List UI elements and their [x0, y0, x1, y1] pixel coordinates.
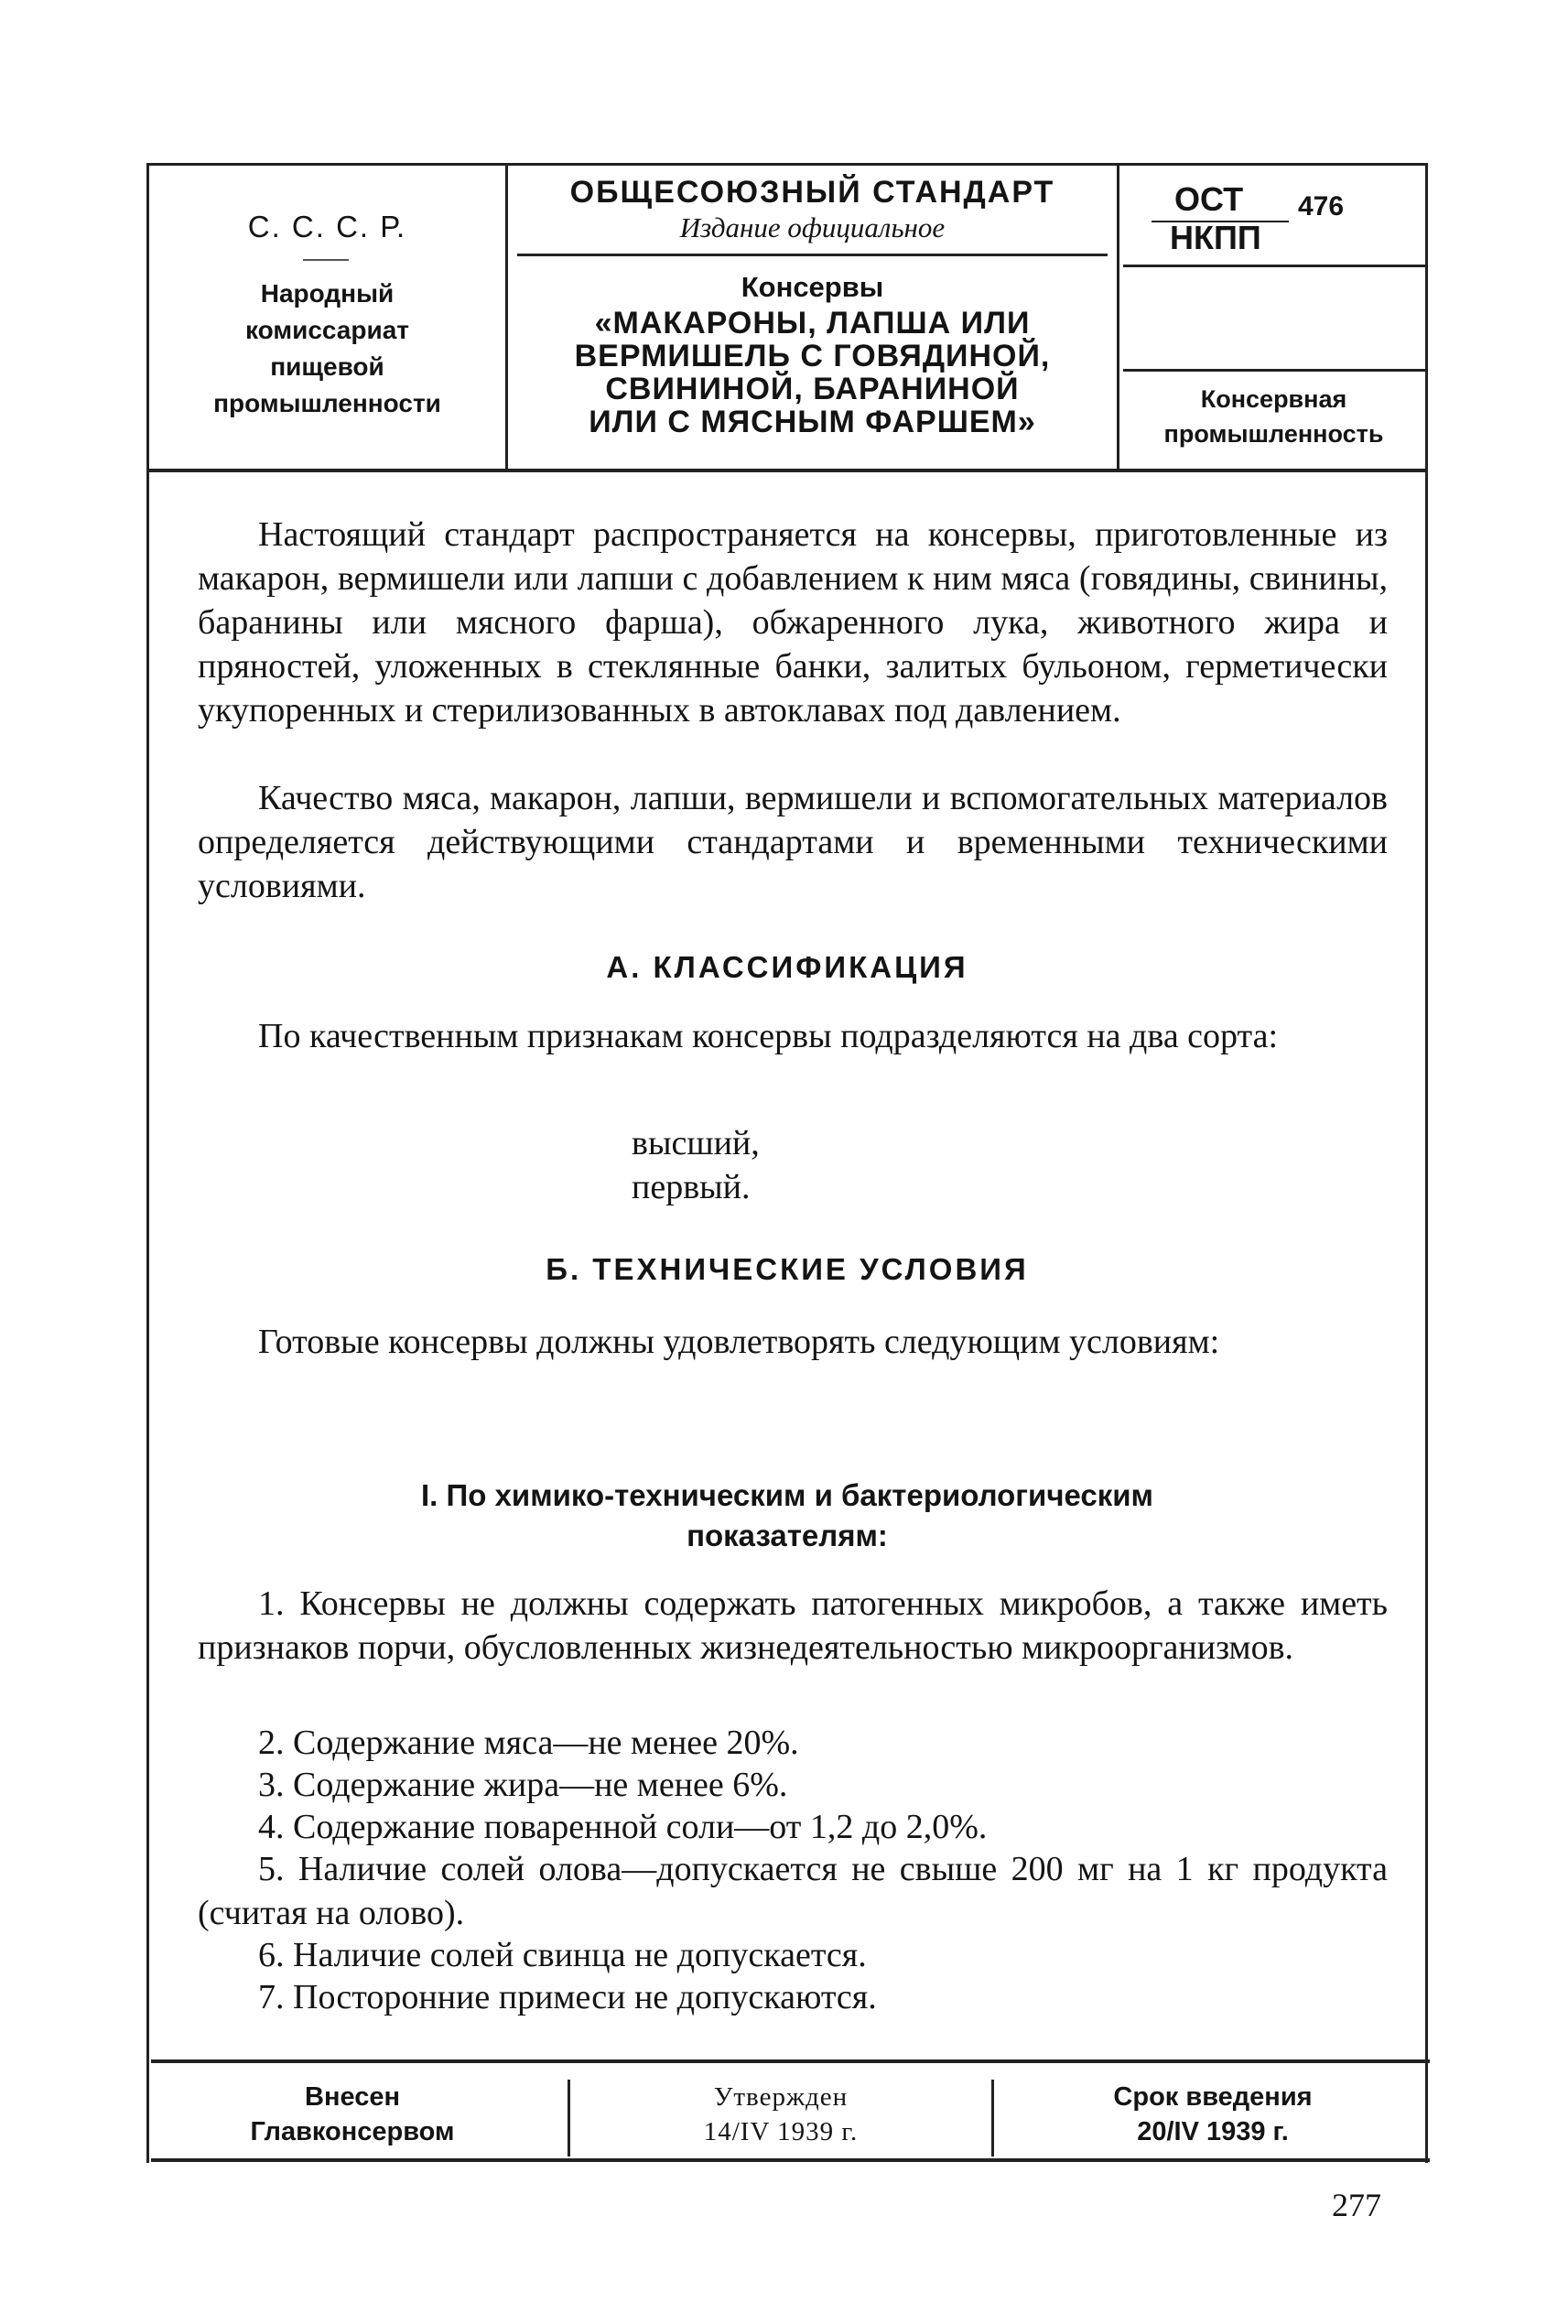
approval-footer: [151, 2059, 1430, 2162]
introduced-cell: [151, 2080, 554, 2156]
ost-numerator: ОСТ: [1174, 180, 1244, 218]
divider: [1123, 265, 1428, 267]
grade-item: первый.: [632, 1168, 751, 1206]
ost-denominator: НКПП: [1170, 219, 1261, 256]
section-a-text: По качественным признакам консервы подразделяются на два сорта:: [258, 1017, 1279, 1055]
page-number: 277: [1332, 2187, 1381, 2223]
title-column: [508, 166, 1119, 472]
ministry-name: [149, 276, 505, 422]
product-name-line: СВИНИНОЙ, БАРАНИНОЙ: [605, 372, 1020, 406]
standard-header: [149, 166, 1425, 472]
requirement-item: 6. Наличие солей свинца не допускается.: [258, 1936, 867, 1974]
introduced-by: Главконсервом: [250, 2117, 455, 2146]
ost-number: 476: [1298, 191, 1345, 222]
product-name-line: ИЛИ С МЯСНЫМ ФАРШЕМ»: [589, 405, 1036, 439]
ministry-line: комиссариат: [245, 316, 409, 344]
introduced-label: Внесен: [305, 2082, 400, 2112]
divider: [517, 254, 1108, 256]
industry-name: [1119, 382, 1428, 451]
issuer-column: [149, 166, 508, 472]
approved-label: Утвержден: [713, 2082, 849, 2112]
ministry-line: Народный: [260, 279, 395, 308]
product-label: Консервы: [741, 271, 884, 303]
product-name-line: «МАКАРОНЫ, ЛАПША ИЛИ: [594, 306, 1031, 340]
industry-line: промышленность: [1163, 420, 1384, 448]
subsection-title: [146, 1475, 1428, 1556]
country-label: С. С. С. Р.: [247, 210, 407, 243]
approved-date: 14/IV 1939 г.: [703, 2117, 859, 2146]
section-b-title: Б. ТЕХНИЧЕСКИЕ УСЛОВИЯ: [546, 1252, 1029, 1286]
requirement-item: 4. Содержание поваренной соли—от 1,2 до 2,0%.: [258, 1808, 988, 1846]
divider: [1123, 369, 1428, 372]
requirement-item: 1. Консервы не должны содержать патогенных микробов, а также иметь признаков порчи, обусловленных жизнедеятельностью микроорганизмов.: [198, 1584, 1388, 1667]
effective-cell: [1002, 2080, 1423, 2156]
ministry-line: пищевой: [270, 352, 384, 381]
approved-cell: [568, 2080, 994, 2156]
requirement-item: 2. Содержание мяса—не менее 20%.: [258, 1724, 799, 1762]
section-b-text: Готовые консервы должны удовлетворять следующим условиям:: [258, 1323, 1220, 1361]
effective-label: Срок введения: [1113, 2082, 1313, 2112]
product-name-line: ВЕРМИШЕЛЬ С ГОВЯДИНОЙ,: [574, 339, 1051, 373]
edition-label: Издание официальное: [679, 211, 946, 243]
section-a-title: А. КЛАССИФИКАЦИЯ: [606, 950, 968, 984]
ministry-line: промышленности: [213, 389, 441, 417]
product-name: [508, 307, 1117, 438]
intro-paragraph-1: Настоящий стандарт распространяется на консервы, приготовленные из макарон, вермишели или лапши с добавлением к ним мяса (говядины, свинины, баранины или мясного фарша), обжаренного лука, животного жира и пряностей, уложенных в стеклянные банки, залитых бульоном, герметически укупоренных и стерилизованных в автоклавах под давлением.: [198, 515, 1388, 730]
requirement-item: 5. Наличие солей олова—допускается не свыше 200 мг на 1 кг продукта (считая на олово).: [198, 1850, 1388, 1932]
effective-date: 20/IV 1939 г.: [1137, 2117, 1289, 2146]
requirement-item: 3. Содержание жира—не менее 6%.: [258, 1766, 788, 1804]
grade-item: высший,: [632, 1124, 760, 1162]
subsection-title-line: I. По химико-техническим и бактериологическим: [421, 1478, 1153, 1512]
subsection-title-line: показателям:: [687, 1519, 888, 1552]
standard-title: ОБЩЕСОЮЗНЫЙ СТАНДАРТ: [569, 175, 1055, 210]
requirement-item: 7. Посторонние примеси не допускаются.: [258, 1978, 877, 2016]
industry-line: Консервная: [1200, 385, 1347, 413]
code-column: [1119, 166, 1428, 472]
intro-paragraph-2: Качество мяса, макарон, лапши, вермишели и вспомогательных материалов определяется действующими стандартами и временными техническими условиями.: [198, 779, 1388, 905]
divider-dash: [303, 259, 349, 261]
